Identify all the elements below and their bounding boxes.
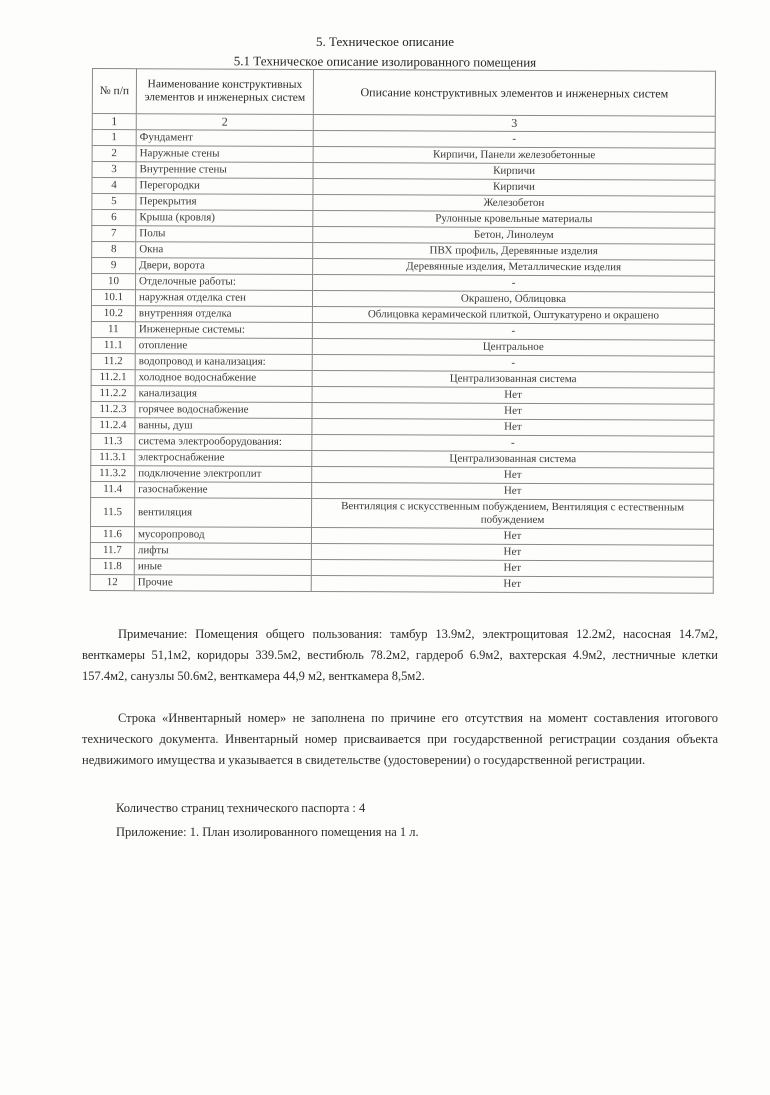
table-row: [92, 194, 715, 213]
row-element-name: горячее водоснабжение: [135, 402, 312, 419]
table-row: [91, 401, 714, 420]
table-row: [91, 305, 714, 324]
row-description: Кирпичи: [313, 178, 715, 196]
row-element-name: электроснабжение: [135, 450, 312, 467]
row-element-name: вентиляция: [134, 498, 311, 528]
table-body: [90, 130, 715, 594]
row-description: Вентиляция с искусственным побуждением, Вентиляция с естественным побуждением: [311, 498, 713, 529]
row-element-name: Двери, ворота: [136, 258, 313, 275]
row-element-name: холодное водоснабжение: [135, 370, 312, 387]
row-element-name: Наружные стены: [136, 146, 313, 163]
row-description: Централизованная система: [312, 450, 714, 468]
row-description: Облицовка керамической плиткой, Оштукатурено и окрашено: [312, 306, 714, 324]
header-number: № п/п: [92, 69, 136, 114]
row-description: Рулонные кровельные материалы: [313, 210, 715, 228]
row-number: 10: [92, 274, 136, 290]
row-description: Нет: [312, 466, 714, 484]
row-number: 7: [92, 226, 136, 242]
row-element-name: система электрооборудования:: [135, 434, 312, 451]
table-row: [91, 433, 714, 452]
table-row: [91, 385, 714, 404]
row-description: Железобетон: [313, 194, 715, 212]
row-number: 8: [92, 242, 136, 258]
row-number: 11: [91, 321, 135, 337]
header-element-name: Наименование конструктивных элементов и инженерных систем: [136, 69, 313, 115]
table-row: [92, 178, 715, 197]
row-number: 12: [90, 574, 134, 590]
row-number: 9: [92, 258, 136, 274]
row-element-name: внутренняя отделка: [135, 306, 312, 323]
table-row: [91, 321, 714, 340]
row-element-name: лифты: [134, 543, 311, 560]
row-number: 5: [92, 194, 136, 210]
row-number: 4: [92, 178, 136, 194]
row-element-name: отопление: [135, 338, 312, 355]
column-number-3: 3: [313, 114, 715, 132]
row-element-name: Инженерные системы:: [135, 322, 312, 339]
row-number: 1: [92, 130, 136, 146]
inventory-note-paragraph: [82, 708, 718, 771]
row-element-name: Прочие: [134, 575, 311, 592]
table-row: [92, 274, 715, 293]
row-description: Деревянные изделия, Металлические изделия: [313, 258, 715, 276]
row-element-name: канализация: [135, 386, 312, 403]
row-description: -: [312, 354, 714, 372]
row-number: 11.7: [90, 542, 134, 558]
technical-description-table: [90, 68, 716, 594]
row-element-name: подключение электроплит: [135, 466, 312, 483]
table-row: [90, 574, 713, 593]
row-number: 3: [92, 162, 136, 178]
row-element-name: Внутренние стены: [136, 162, 313, 179]
row-description: ПВХ профиль, Деревянные изделия: [313, 242, 715, 260]
row-element-name: мусоропровод: [134, 527, 311, 544]
row-number: 11.3: [91, 433, 135, 449]
row-description: Кирпичи: [313, 162, 715, 180]
table-row: [92, 162, 715, 181]
table-row: [92, 146, 715, 165]
row-description: Нет: [311, 575, 713, 593]
row-number: 11.8: [90, 558, 134, 574]
technical-description-table-wrapper: [90, 68, 716, 594]
column-number-2: 2: [136, 114, 313, 131]
row-description: Нет: [312, 418, 714, 436]
row-description: Окрашено, Облицовка: [312, 290, 714, 308]
row-element-name: Полы: [136, 226, 313, 243]
table-row: [91, 481, 714, 500]
row-element-name: Перекрытия: [136, 194, 313, 211]
row-element-name: Фундамент: [136, 130, 313, 147]
row-element-name: иные: [134, 559, 311, 576]
table-row: [92, 258, 715, 277]
table-row: [91, 369, 714, 388]
page-count: Количество страниц технического паспорта : 4: [116, 801, 366, 815]
row-element-name: ванны, душ: [135, 418, 312, 435]
section-title: 5. Техническое описание: [316, 34, 454, 49]
note-text: Примечание: Помещения общего пользования: тамбур 13.9м2, электрощитовая 12.2м2, насосная 14.7м2, венткамеры 51,1м2, коридоры 339.5м2, вестибюль 78.2м2, гардероб 6.9м2, вахтерская 4.9м2, лестничные клетки 157.4м2, санузлы 50.6м2, венткамера 44,9 м2, венткамера 8,5м2.: [82, 627, 718, 683]
row-description: Нет: [312, 402, 714, 420]
row-element-name: Отделочные работы:: [136, 274, 313, 291]
row-description: Кирпичи, Панели железобетонные: [313, 146, 715, 164]
row-number: 11.2: [91, 353, 135, 369]
table-row: [91, 353, 714, 372]
row-description: -: [313, 274, 715, 292]
appendix: Приложение: 1. План изолированного помещения на 1 л.: [116, 825, 419, 839]
table-row: [90, 526, 713, 545]
inventory-note-text: Строка «Инвентарный номер» не заполнена по причине его отсутствия на момент составления итогового технического документа. Инвентарный номер присваивается при государственной регистрации создания объекта недвижимого имущества и указывается в свидетельстве (удостоверении) о государственной регистрации.: [82, 711, 718, 767]
table-row: [91, 337, 714, 356]
row-description: Централизованная система: [312, 370, 714, 388]
row-number: 2: [92, 146, 136, 162]
note-paragraph: [82, 624, 718, 687]
row-number: 11.2.4: [91, 417, 135, 433]
row-element-name: водопровод и канализация:: [135, 354, 312, 371]
row-description: Нет: [312, 482, 714, 500]
row-element-name: Крыша (кровля): [136, 210, 313, 227]
row-description: Нет: [311, 543, 713, 561]
row-description: Центральное: [312, 338, 714, 356]
row-number: 10.2: [91, 305, 135, 321]
row-number: 11.6: [90, 526, 134, 542]
row-element-name: Окна: [136, 242, 313, 259]
row-element-name: наружная отделка стен: [135, 290, 312, 307]
row-number: 11.3.2: [91, 465, 135, 481]
row-description: -: [312, 322, 714, 340]
row-number: 11.2.3: [91, 401, 135, 417]
row-description: -: [313, 130, 715, 148]
row-description: Нет: [311, 559, 713, 577]
row-number: 11.2.2: [91, 385, 135, 401]
row-description: Нет: [312, 386, 714, 404]
table-header-row: [92, 69, 715, 117]
row-description: Бетон, Линолеум: [313, 226, 715, 244]
row-description: Нет: [311, 527, 713, 545]
row-number: 11.2.1: [91, 369, 135, 385]
column-number-1: 1: [92, 114, 136, 130]
row-number: 6: [92, 210, 136, 226]
table-row: [91, 290, 714, 309]
header-description: Описание конструктивных элементов и инженерных систем: [313, 69, 715, 116]
table-row: [92, 210, 715, 229]
subsection-title: 5.1 Техническое описание изолированного помещения: [233, 53, 537, 70]
row-number: 11.5: [90, 497, 134, 526]
row-number: 11.4: [91, 481, 135, 497]
row-description: -: [312, 434, 714, 452]
row-number: 11.1: [91, 337, 135, 353]
table-row: [90, 497, 713, 529]
row-element-name: Перегородки: [136, 178, 313, 195]
row-number: 10.1: [91, 290, 135, 306]
table-row: [92, 130, 715, 149]
table-row: [91, 417, 714, 436]
row-number: 11.3.1: [91, 449, 135, 465]
row-element-name: газоснабжение: [135, 482, 312, 499]
